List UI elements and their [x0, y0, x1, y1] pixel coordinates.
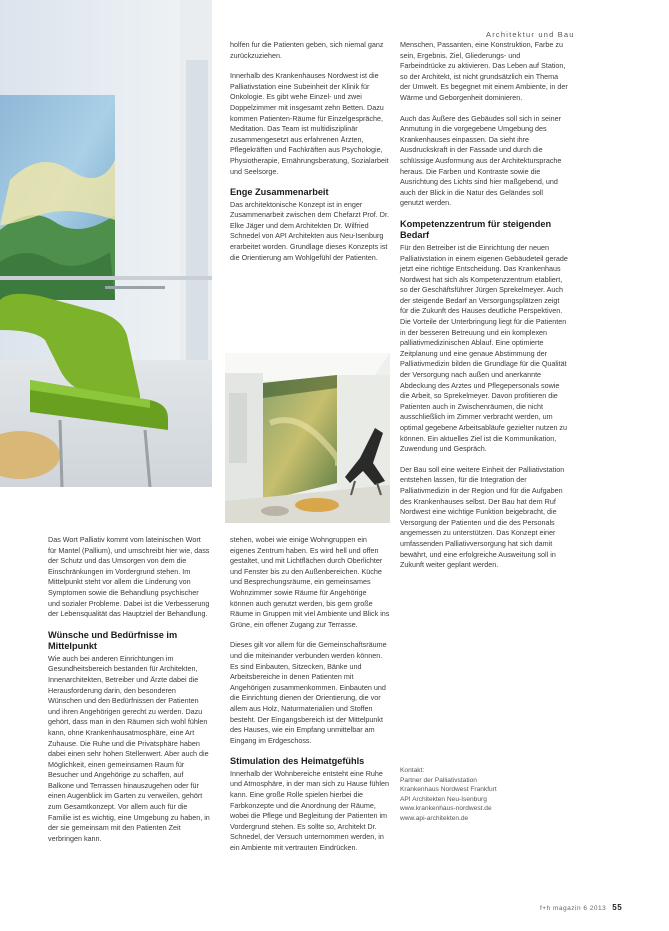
heading-enge-zusammenarbeit: Enge Zusammenarbeit — [230, 187, 329, 198]
mid-bottom-paragraph-3: Innerhalb der Wohnbereiche entsteht eine Ruhe und Atmosphäre, in der man sich zu Hause fühlen kann. Eine große Rolle spielen hierbei die Farbkonzepte und die Anordnung der Räume, wobei die Pflege und Begleitung der Patienten im Vordergrund stehen. Es sollte so, Architekt Dr. Schnedel, der Versuch unternommen werden, in ein Ambiente mit vertrauten Eindrücken. — [230, 768, 390, 852]
credits-link-1[interactable]: www.krankenhaus-nordwest.de — [400, 805, 492, 813]
credits-line-2: Krankenhaus Nordwest Frankfurt — [400, 786, 497, 794]
photo-room-interior — [225, 353, 390, 523]
mid-bottom-paragraph-1: stehen, wobei wie einige Wohngruppen ein eigenes Zentrum haben. Es wird hell und offen gestaltet, und mit Lichtflächen durch Oberlichter und Fenster bis zu den Außenbereichen. Küche und Besprechungsräume, ein gemeinsames Wohnzimmer sowie Räume für Angehörige können auch genutzt werden, bis gern große Räume in Gruppen mit viel Ambiente und Blick ins Grüne, ein offener Zugang zur Terrasse. — [230, 535, 390, 629]
mid-bottom-paragraph-2: Dieses gilt vor allem für die Gemeinschaftsräume und die miteinander verbunden werden können. Es sind Einbauten, Sitzecken, Bänke und Arbeitsbereiche in denen Patienten mit Angehörigen zusammenkommen. Einbauten und die Einrichtung dienen der Orientierung, die vor allem aus Holz, Naturmaterialien und Stoffen besteht. Der Eingangsbereich ist der Mittelpunkt des Hauses, wie ein Empfang unmittelbar am Eingang im Erdgeschoss. — [230, 640, 387, 745]
heading-stimulation-heimatgefuehl: Stimulation des Heimatgefühls — [230, 756, 365, 767]
left-paragraph-2: Wie auch bei anderen Einrichtungen im Gesundheitsbereich bestanden für Architekten, Innenarchitekten, Betreiber und Ärzte dabei die Herausforderung darin, den besonderen Wünschen und den Bedürfnissen der Patienten und ihren Angehörigen gerecht zu werden. Dazu gehört, dass man in den Räumen sich wohl fühlen kann, ohne Krankenhausatmosphäre, eine Art Zuhause. Die Ruhe und die Privatsphäre haben dabei einen sehr hohen Stellenwert. Aber auch die Möglichkeit, einen gemeinsamen Raum für Besucher und Angehörige zu schaffen, auf Balkone und Terrassen hinauszugehen oder für einen Augenblick im Garten zu verweilen, gehört zum Gesamtkonzept. Vor allem auch für die Familie ist es wichtig, eine Umgebung zu haben, in der sie gemeinsam mit den Patienten Zeit verbringen kann. — [48, 653, 210, 843]
right-paragraph-2: Auch das Äußere des Gebäudes soll sich in seiner Anmutung in die vorgegebene Umgebung des Krankenhauses einpassen. Da sieht ihre Ausdruckskraft in der Fassade und durch die schlüssige Ausformung aus der Architektursprache heraus. Die Farben und Kontraste sowie die Ausrichtung des Lichts sind hier maßgebend, und auch der Blick in die Natur des Geländes soll genutzt werden. — [400, 113, 562, 208]
heading-wuensche-beduerfnisse: Wünsche und Bedürfnisse im Mittelpunkt — [48, 629, 178, 652]
running-head: Architektur und Bau — [486, 30, 575, 39]
mid-column-bottom — [230, 535, 392, 864]
right-paragraph-3: Für den Betreiber ist die Einrichtung der neuen Palliativstation in einem eigenen Gebäudeteil gerade jetzt eine richtige Entscheidung. Das Krankenhaus Nordwest hat sich als Kompetenzzentrum etabliert, so der Geschäftsführer Jürgen Sprekelmeyer. Auch der steigende Bedarf an Versorgungsplätzen zeigt für die Zukunft des Hauses deutliche Perspektiven. Die Vorteile der Unterbringung liegt für die Patienten in der besseren Betreuung und ein komplexen palliativmedizinischen Ablauf. Eine optimierte Zeitplanung und eine genaue Abstimmung der Palliativmedizin bilden die Grundlage für die Qualität der Versorgung nach außen und anerkannte Abdeckung des Arztes und Pflegepersonals sowie die Arbeit, so Sprekelmeyer. Davon profitieren die Patienten auch in Zwischenräumen, die nicht ausschließlich im Zimmer verbracht werden, um optimal gegebene Arbeitsabläufe gezielter nutzen zu können. Ein aktuelles Ziel ist die Kommunikation, Zuwendung und Gespräch. — [400, 242, 568, 454]
mid-top-paragraph-2: Das architektonische Konzept ist in enger Zusammenarbeit zwischen dem Chefarzt Prof. Dr. Elke Jäger und dem Architekten Dr. Wilfried Schnedel von API Architekten aus Neu-Isenburg erarbeitet worden. Grundlage dieses Konzepts ist die Orientierung am Wohlgefühl der Patienten. — [230, 199, 389, 262]
room-illustration — [225, 353, 390, 523]
right-paragraph-4: Der Bau soll eine weitere Einheit der Palliativstation entstehen lassen, für die Integration der Palliativmedizin in der Region und für die Aufgaben des Krankenhauses selbst. Der Bau hat dem Ruf Nordwest eine wichtige Funktion beigebracht, die Versorgung der Patienten und die des Personals angemessen zu unterstützen. Das Konzept einer umfassenden Palliativversorgung hat sich damit bewährt, und eine erfolgreiche Ausweitung soll in Zukunft weiter geplant werden. — [400, 464, 565, 570]
heading-kompetenzzentrum: Kompetenzzentrum für steigenden Bedarf — [400, 218, 552, 241]
corridor-illustration — [0, 0, 212, 487]
page-number: 55 — [612, 903, 623, 912]
mid-top-paragraph-1: Innerhalb des Krankenhauses Nordwest ist die Palliativstation eine Subeinheit der Klinik für Onkologie. Es gibt wehe Einzel- und zwei Doppelzimmer mit insgesamt zehn Betten. Dazu kommen Patienten-Räume für Einzelgespräche, Meditation. Das Team ist multidisziplinär zusammengesetzt aus erfahrenen Ärzten, Pflegekräften und Fachkräften aus Psychologie, Physiotherapie, Ernährungsberatung, Sozialarbeit und Seelsorge. — [230, 71, 389, 176]
left-paragraph-1: Das Wort Palliativ kommt vom lateinischen Wort für Mantel (Pallium), und umschreibt hier wie, dass der Schutz und das Umsorgen von dem die Einschränkungen im Vordergrund stehen. Im Mittelpunkt steht vor allem die Linderung von Symptomen sowie die Behandlung psychischer und sozialer Probleme. Dabei ist die Verbesserung der Lebensqualität das Hauptziel der Behandlung. — [48, 535, 210, 619]
page-footer — [540, 903, 622, 912]
right-paragraph-1: Menschen, Passanten, eine Konstruktion, Farbe zu sein, Ergebnis. Ziel, Gliederungs- und Farbeindrücke zu aktivieren. Das Leben auf Station, so der Architekt, ist nicht grundsätzlich ein Thema der Umwelt. Es begegnet mit einem Ambiente, in der Wärme und Geborgenheit dominieren. — [400, 40, 568, 102]
mid-column-top — [230, 40, 392, 273]
magazine-issue: f+h magazin 6 2013 — [540, 905, 607, 912]
credits-label: Kontakt: — [400, 767, 425, 774]
photo-corridor-green-bench — [0, 0, 212, 487]
credits-line-1: Partner der Palliativstation — [400, 776, 477, 784]
left-column-bottom — [48, 535, 210, 854]
credits-box — [400, 766, 568, 824]
credits-link-2[interactable]: www.api-architekten.de — [400, 814, 469, 822]
mid-top-lines: holfen fur die Patienten geben, sich niemal ganz zurückzuziehen. — [230, 40, 384, 60]
right-column — [400, 40, 568, 581]
credits-line-3: API Architekten Neu-Isenburg — [400, 795, 487, 803]
